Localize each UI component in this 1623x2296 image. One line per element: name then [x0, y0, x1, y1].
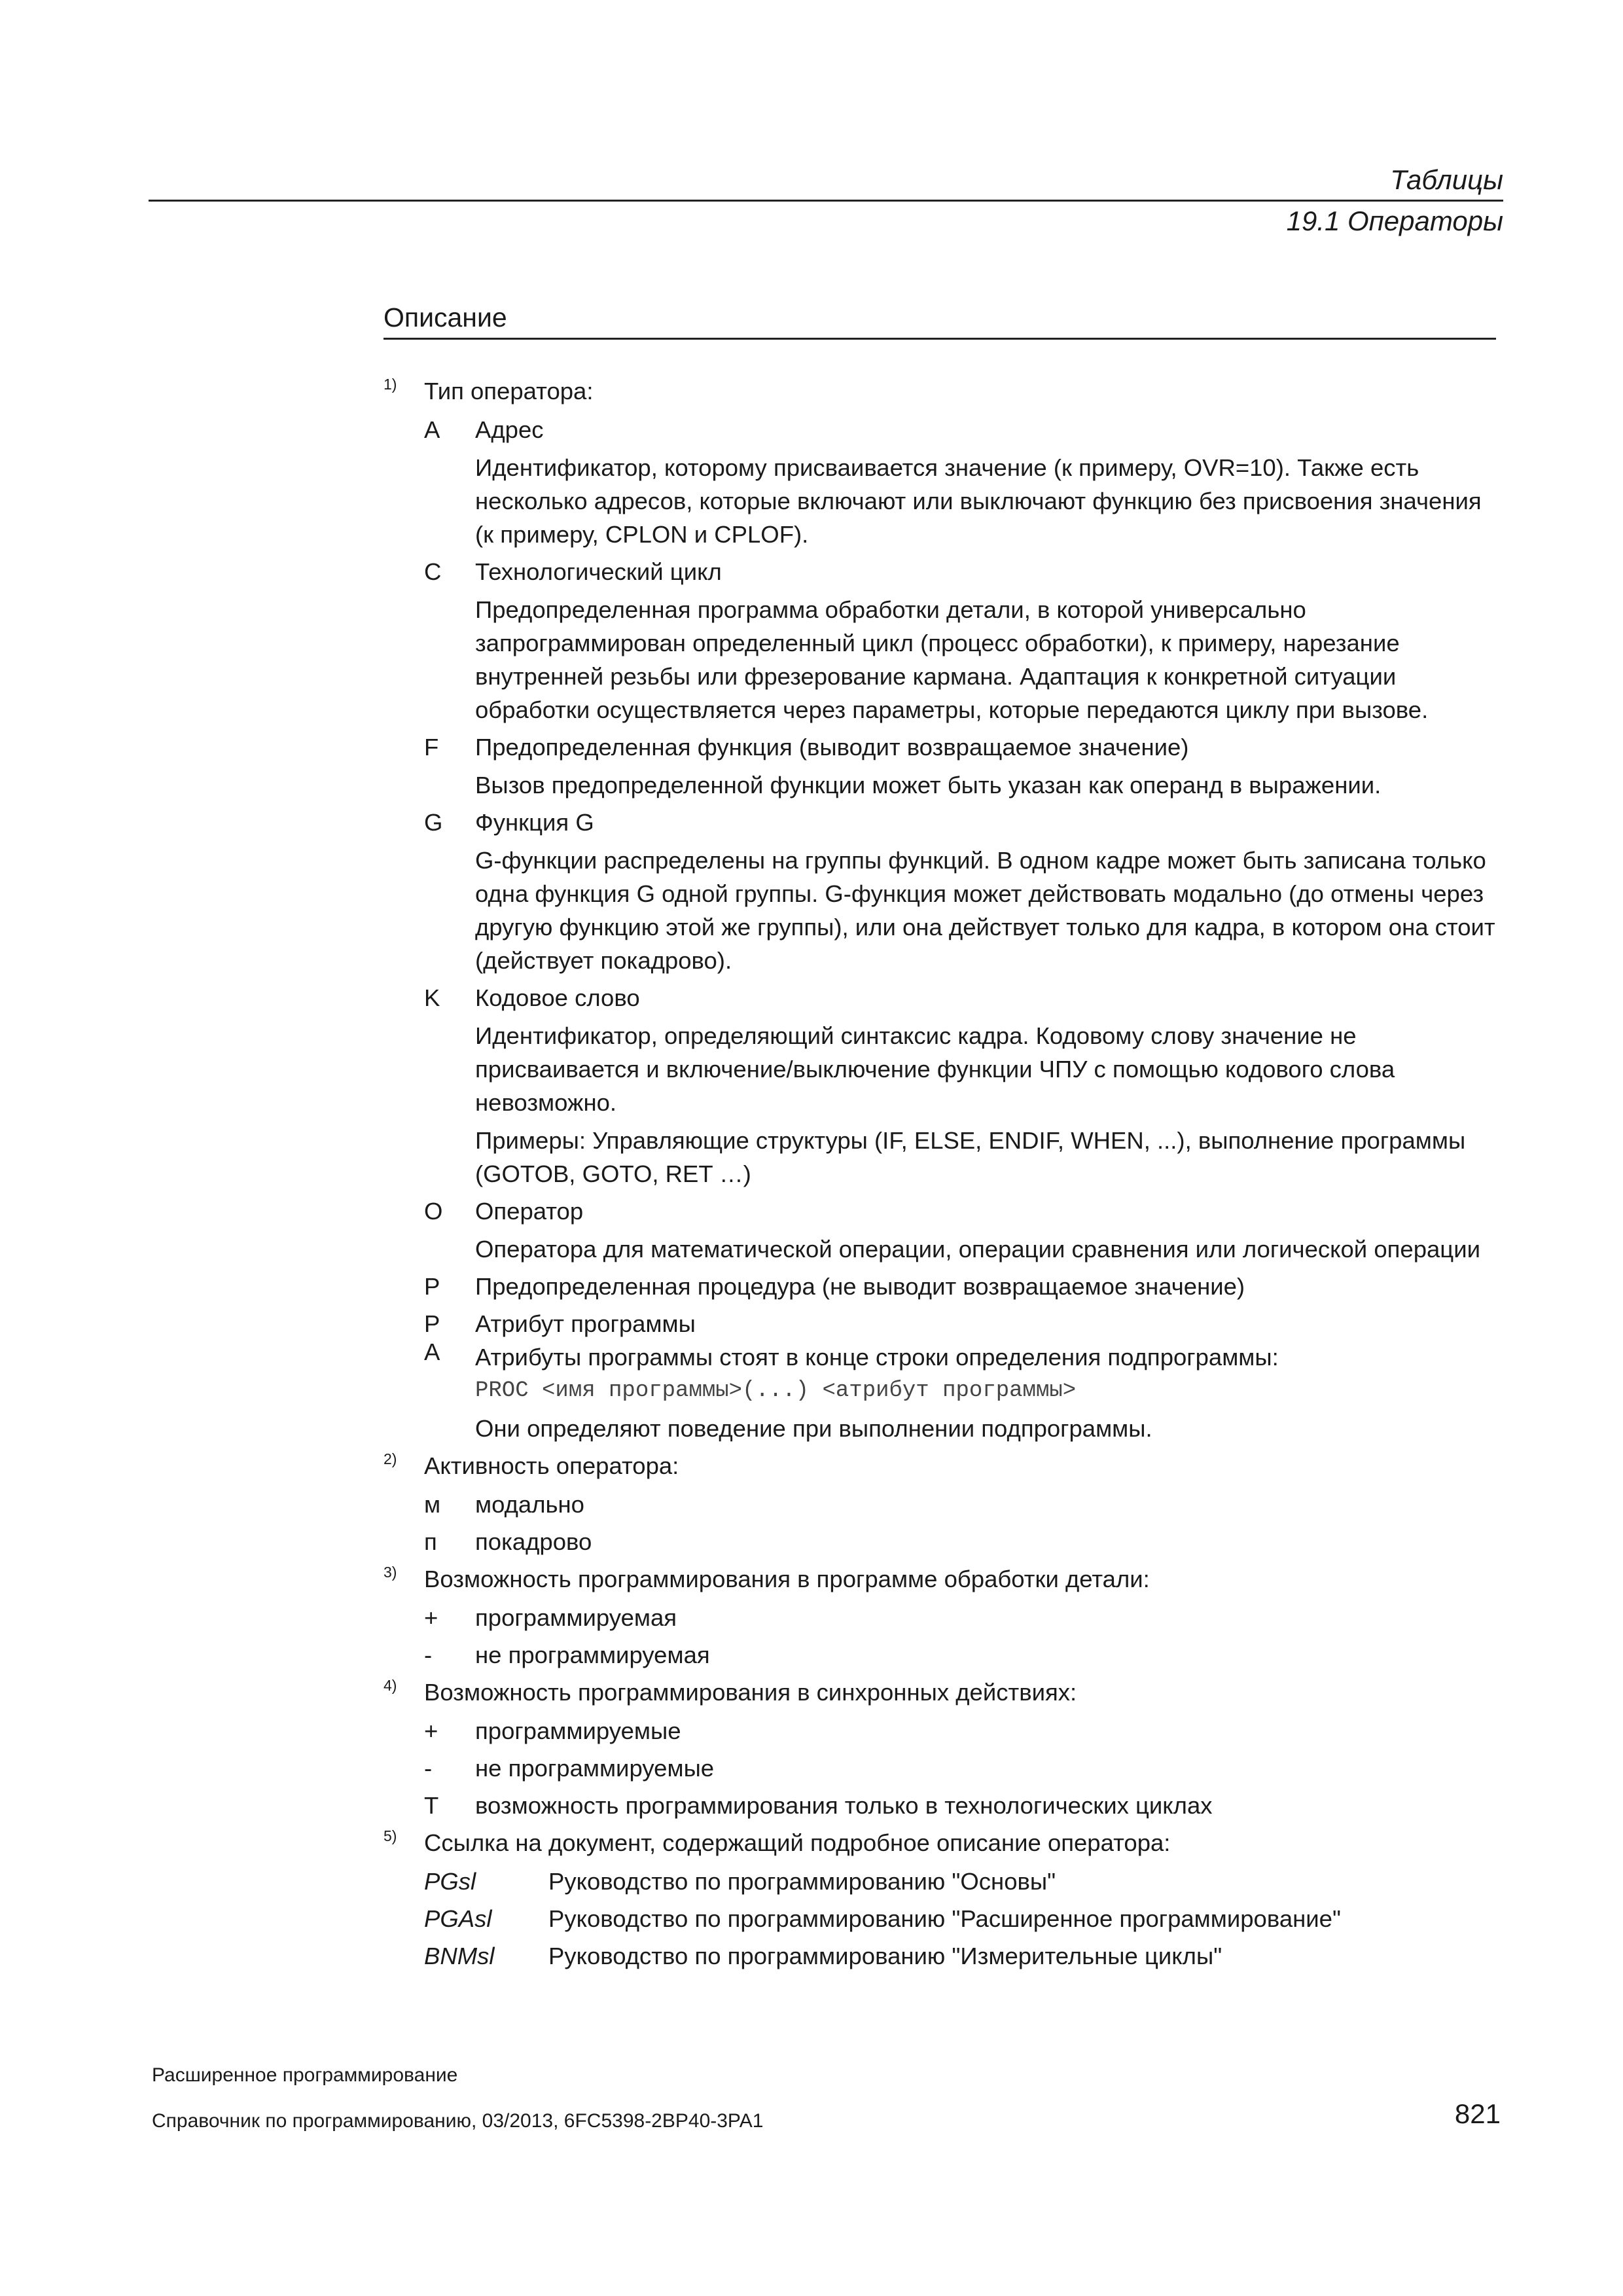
list-item — [424, 1638, 1496, 1672]
item-code: P — [424, 1273, 440, 1300]
item-paragraph: Атрибуты программы стоят в конце строки определения подпрограммы: — [475, 1344, 1279, 1371]
reference-text: Руководство по программированию "Измерительные циклы" — [548, 1943, 1222, 1969]
list-item — [424, 981, 1496, 1191]
item-code: K — [424, 984, 440, 1011]
footer-title: Расширенное программирование — [152, 2064, 458, 2086]
item-title: покадрово — [475, 1528, 592, 1555]
item-code: + — [424, 1717, 438, 1744]
footnote-5 — [383, 1826, 1496, 1973]
item-title: Предопределенная процедура (не выводит возвращаемое значение) — [475, 1273, 1245, 1300]
item-title: Функция G — [475, 809, 594, 836]
header-rule — [149, 200, 1503, 202]
header-chapter: Таблицы — [1390, 164, 1503, 195]
list-item — [424, 1270, 1496, 1303]
item-code-letter: P — [424, 1310, 440, 1337]
item-code-letter: A — [424, 1338, 440, 1365]
footnote-mark: 3) — [383, 1564, 397, 1581]
item-code: - — [424, 1755, 433, 1782]
list-item — [424, 1307, 1496, 1445]
list-item — [424, 1488, 1496, 1521]
footnote-title: Ссылка на документ, содержащий подробное описание оператора: — [424, 1829, 1171, 1856]
list-item — [424, 730, 1496, 802]
item-title: программируемая — [475, 1604, 677, 1631]
item-code: A — [424, 416, 440, 443]
item-paragraph: Предопределенная программа обработки детали, в которой универсально запрограммирован определенный цикл (процесс обработки), к примеру, нарезание внутренней резьбы или фрезерование кармана. Адаптация к конкретной ситуации обработки осуществляется через параметры, которые передаются циклу при вызове. — [475, 596, 1429, 723]
footnote-2 — [383, 1449, 1496, 1558]
footnote-3 — [383, 1562, 1496, 1672]
list-item — [424, 1601, 1496, 1634]
footnote-4 — [383, 1676, 1496, 1822]
item-title: Предопределенная функция (выводит возвращаемое значение) — [475, 734, 1189, 761]
footnote-title: Возможность программирования в синхронных действиях: — [424, 1679, 1077, 1706]
footnote-mark: 1) — [383, 376, 397, 393]
footnote-mark: 5) — [383, 1827, 397, 1844]
item-title: Кодовое слово — [475, 984, 640, 1011]
reference-text: Руководство по программированию "Основы" — [548, 1868, 1056, 1895]
footnote-title: Тип оператора: — [424, 378, 594, 404]
item-title: Технологический цикл — [475, 558, 722, 585]
item-code: - — [424, 1641, 433, 1668]
item-code-text — [424, 1307, 470, 1369]
item-title: Оператор — [475, 1198, 584, 1225]
item-paragraph: Они определяют поведение при выполнении подпрограммы. — [475, 1415, 1152, 1442]
item-paragraph: G-функции распределены на группы функций. В одном кадре может быть записана только одна функция G одной группы. G-функция может действовать модально (до отмены через другую функцию этой же группы), или она действует только для кадра, в котором она стоит (действует покадрово). — [475, 847, 1495, 974]
section-title: Описание — [383, 302, 507, 332]
list-item — [424, 1525, 1496, 1558]
item-paragraph: Примеры: Управляющие структуры (IF, ELSE, ENDIF, WHEN, ...), выполнение программы (GOTOB, GOTO, RET …) — [475, 1127, 1466, 1187]
reference-code: PGAsl — [424, 1905, 492, 1932]
item-title: Атрибут программы — [475, 1310, 696, 1337]
item-title: модально — [475, 1491, 584, 1518]
list-item — [424, 1751, 1496, 1785]
footnote-title: Активность оператора: — [424, 1452, 679, 1479]
list-item — [424, 555, 1496, 726]
code-line: PROC <имя программы>(...) <атрибут программы> — [475, 1378, 1077, 1403]
list-item — [424, 806, 1496, 977]
item-code: F — [424, 734, 439, 761]
item-code: C — [424, 558, 442, 585]
list-item — [424, 1714, 1496, 1748]
notes-list — [383, 374, 1496, 1977]
reference-item — [424, 1865, 1496, 1898]
item-code: G — [424, 809, 443, 836]
list-item — [424, 1789, 1496, 1822]
list-item — [424, 1194, 1496, 1266]
reference-code: BNMsl — [424, 1943, 495, 1969]
item-title: не программируемая — [475, 1641, 710, 1668]
item-title: Адрес — [475, 416, 544, 443]
item-title: возможность программирования только в технологических циклах — [475, 1792, 1213, 1819]
item-paragraph: Идентификатор, которому присваивается значение (к примеру, OVR=10). Также есть несколько адресов, которые включают или выключают функцию без присвоения значения (к примеру, CPLON и CPLOF). — [475, 454, 1482, 548]
item-code: T — [424, 1792, 439, 1819]
item-code: м — [424, 1491, 441, 1518]
footnote-1 — [383, 374, 1496, 1445]
item-code: п — [424, 1528, 437, 1555]
reference-text: Руководство по программированию "Расширенное программирование" — [548, 1905, 1341, 1932]
item-paragraph: Вызов предопределенной функции может быть указан как операнд в выражении. — [475, 772, 1382, 798]
reference-code: PGsl — [424, 1868, 476, 1895]
reference-item — [424, 1902, 1496, 1935]
item-code-stacked — [424, 1307, 470, 1369]
page-number: 821 — [1454, 2098, 1501, 2129]
footer-doc-info: Справочник по программированию, 03/2013, 6FC5398-2BP40-3PA1 — [152, 2110, 764, 2132]
item-paragraph: Оператора для математической операции, операции сравнения или логической операции — [475, 1236, 1480, 1263]
footnote-mark: 2) — [383, 1450, 397, 1467]
item-title: программируемые — [475, 1717, 681, 1744]
header-section: 19.1 Операторы — [1286, 206, 1503, 236]
item-code: + — [424, 1604, 438, 1631]
section-rule — [383, 338, 1496, 340]
reference-item — [424, 1939, 1496, 1973]
footnote-title: Возможность программирования в программе обработки детали: — [424, 1566, 1150, 1592]
list-item — [424, 413, 1496, 551]
item-title: не программируемые — [475, 1755, 715, 1782]
item-code: O — [424, 1198, 443, 1225]
footnote-mark: 4) — [383, 1677, 397, 1694]
item-paragraph: Идентификатор, определяющий синтаксис кадра. Кодовому слову значение не присваивается и включение/выключение функции ЧПУ с помощью кодового слова невозможно. — [475, 1022, 1395, 1116]
